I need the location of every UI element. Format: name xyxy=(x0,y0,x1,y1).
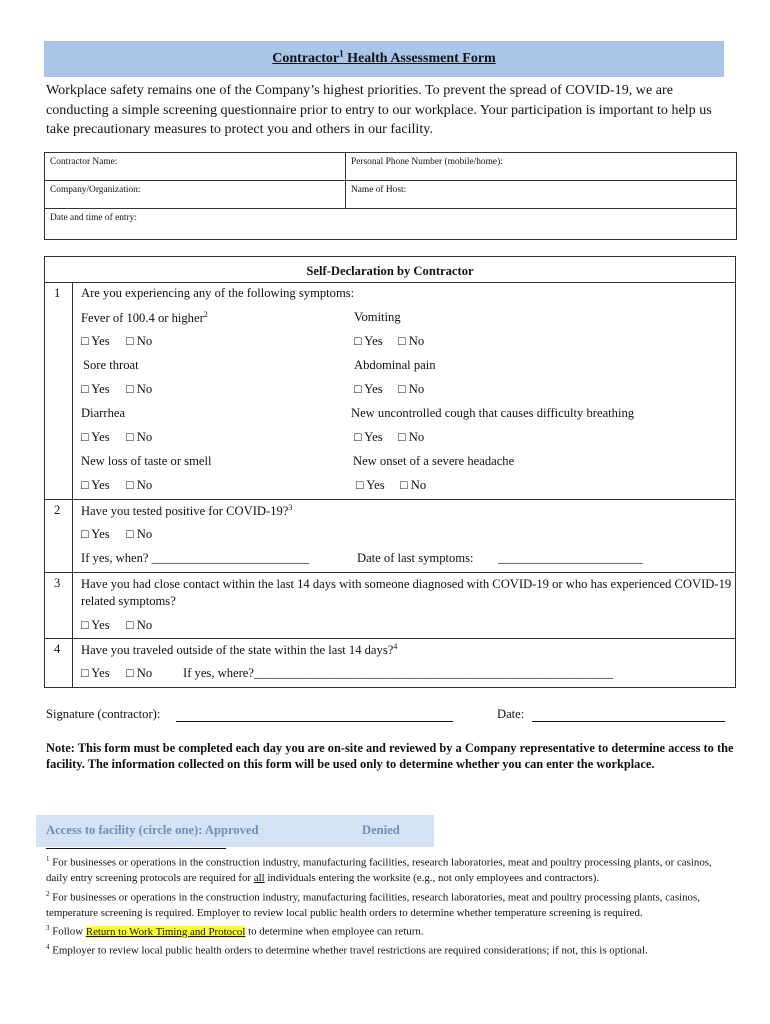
title-text-rest: Health Assessment Form xyxy=(343,51,496,66)
vomiting-no-checkbox[interactable]: □ No xyxy=(398,334,425,348)
question-1-text: Are you experiencing any of the following symptoms: xyxy=(81,286,355,300)
vomiting-label: Vomiting xyxy=(354,310,401,324)
note-paragraph: Note: This form must be completed each day you are on-site and reviewed by a Company representative to determine access to the facility. The information collected on this form will be used only to determine whether you can enter the workplace. xyxy=(46,741,734,771)
divider xyxy=(45,282,735,283)
tested-when-field[interactable]: If yes, when? _________________________ xyxy=(81,551,310,565)
diarrhea-no-checkbox[interactable]: □ No xyxy=(126,430,153,444)
contractor-name-label: Contractor Name: xyxy=(50,157,118,167)
footnote-1-text: For businesses or operations in the construction industry, manufacturing facilities, research laboratories, meat and poultry processing plants, or casinos, daily entry screening protocols are required for xyxy=(46,856,712,885)
contact-yes-checkbox[interactable]: □ Yes xyxy=(81,618,110,632)
cough-no-checkbox[interactable]: □ No xyxy=(398,430,425,444)
question-3-text: Have you had close contact within the last 14 days with someone diagnosed with COVID-19 or who has experienced COVID-19 related symptoms? xyxy=(81,577,732,608)
date-time-label: Date and time of entry: xyxy=(50,213,137,223)
sore-throat-no-checkbox[interactable]: □ No xyxy=(126,382,153,396)
question-4-label: Have you traveled outside of the state within the last 14 days? xyxy=(81,643,394,658)
access-label[interactable]: Access to facility (circle one): Approved xyxy=(46,823,259,837)
company-field[interactable] xyxy=(45,181,346,209)
date-time-field[interactable] xyxy=(45,209,737,240)
travel-yes-checkbox[interactable]: □ Yes xyxy=(81,666,110,680)
footnote-4-text: Employer to review local public health orders to determine whether travel restrictions are required considerations; if not, this is optional. xyxy=(49,945,648,957)
phone-field[interactable] xyxy=(346,153,737,181)
self-declaration-section xyxy=(44,256,736,688)
footnote-divider xyxy=(46,848,226,849)
headache-no-checkbox[interactable]: □ No xyxy=(400,478,427,492)
question-4-footnote-ref: 4 xyxy=(393,642,398,651)
divider xyxy=(45,638,735,639)
fever-yes-checkbox[interactable]: □ Yes xyxy=(81,334,110,348)
diarrhea-yes-checkbox[interactable]: □ Yes xyxy=(81,430,110,444)
divider xyxy=(45,572,735,573)
question-1-number: 1 xyxy=(54,286,61,300)
diarrhea-label: Diarrhea xyxy=(81,406,126,420)
number-column-divider xyxy=(72,282,73,687)
contractor-info-table xyxy=(44,152,737,240)
fever-label xyxy=(81,310,208,326)
footnote-3-text: Follow xyxy=(49,925,86,938)
sore-throat-label: Sore throat xyxy=(83,358,139,372)
phone-label: Personal Phone Number (mobile/home): xyxy=(351,157,503,167)
access-box xyxy=(36,815,434,847)
headache-label: New onset of a severe headache xyxy=(353,454,515,468)
footnote-3-text-end: to determine when employee can return. xyxy=(245,925,424,938)
tested-no-checkbox[interactable]: □ No xyxy=(126,527,153,541)
taste-smell-label: New loss of taste or smell xyxy=(81,454,212,468)
abdominal-pain-label: Abdominal pain xyxy=(354,358,436,372)
question-2-footnote-ref: 3 xyxy=(288,503,293,512)
question-3-number: 3 xyxy=(54,576,61,590)
footnote-1 xyxy=(46,852,730,887)
travel-no-checkbox[interactable]: □ No xyxy=(126,666,153,680)
footnote-2 xyxy=(46,887,730,922)
vomiting-yes-checkbox[interactable]: □ Yes xyxy=(354,334,383,348)
footnote-4-number: 4 xyxy=(46,943,50,952)
abdominal-no-checkbox[interactable]: □ No xyxy=(398,382,425,396)
tested-yes-checkbox[interactable]: □ Yes xyxy=(81,527,110,541)
footnote-1-emphasis: all xyxy=(253,872,265,885)
title-footnote-ref: 1 xyxy=(339,48,344,59)
last-symptoms-field[interactable]: _______________________ xyxy=(498,551,643,565)
footnote-3-number: 3 xyxy=(46,924,50,933)
host-field[interactable] xyxy=(346,181,737,209)
cough-label: New uncontrolled cough that causes difficulty breathing xyxy=(351,406,635,420)
abdominal-yes-checkbox[interactable]: □ Yes xyxy=(354,382,383,396)
divider xyxy=(45,499,735,500)
form-title xyxy=(44,41,724,77)
footnote-1-number: 1 xyxy=(46,855,50,863)
company-label: Company/Organization: xyxy=(50,185,141,195)
footnote-4 xyxy=(46,940,730,959)
contact-no-checkbox[interactable]: □ No xyxy=(126,618,153,632)
access-denied[interactable]: Denied xyxy=(362,823,400,837)
contractor-name-field[interactable] xyxy=(45,153,346,181)
taste-yes-checkbox[interactable]: □ Yes xyxy=(81,478,110,492)
host-label: Name of Host: xyxy=(351,185,407,195)
cough-yes-checkbox[interactable]: □ Yes xyxy=(354,430,383,444)
title-text: Contractor xyxy=(272,51,340,66)
fever-text: Fever of 100.4 or higher xyxy=(81,311,204,326)
fever-no-checkbox[interactable]: □ No xyxy=(126,334,153,348)
question-2-label: Have you tested positive for COVID-19? xyxy=(81,504,289,519)
footnotes xyxy=(46,852,730,960)
signature-label: Signature (contractor): xyxy=(46,707,161,721)
question-2-text xyxy=(81,503,292,519)
question-4-number: 4 xyxy=(54,642,61,656)
question-2-number: 2 xyxy=(54,503,61,517)
footnote-3 xyxy=(46,921,730,940)
return-to-work-link[interactable]: Return to Work Timing and Protocol xyxy=(85,925,246,938)
intro-paragraph: Workplace safety remains one of the Company’s highest priorities. To prevent the spread of COVID-19, we are conducting a simple screening questionnaire prior to entry to our workplace. Your participation is important to help us take precautionary measures to protect you and others in our facility. xyxy=(46,82,712,137)
self-declaration-header: Self-Declaration by Contractor xyxy=(306,264,474,278)
fever-footnote-ref: 2 xyxy=(203,310,208,319)
headache-yes-checkbox[interactable]: □ Yes xyxy=(356,478,385,492)
last-symptoms-label: Date of last symptoms: xyxy=(357,551,474,565)
footnote-2-number: 2 xyxy=(46,889,50,898)
footnote-1-text-end: individuals entering the worksite (e.g., not only employees and contractors). xyxy=(264,872,600,885)
travel-where-field[interactable]: If yes, where?_________________________________________________________ xyxy=(183,666,613,680)
footnote-2-text: For businesses or operations in the construction industry, manufacturing facilities, research laboratories, meat and poultry processing plants, casinos, temperature screening is required. Employer to review local public health orders to determine whether temperature screening is required. xyxy=(46,891,700,919)
date-field[interactable] xyxy=(532,705,725,722)
question-4-text xyxy=(81,642,397,658)
signature-field[interactable] xyxy=(176,705,453,722)
taste-no-checkbox[interactable]: □ No xyxy=(126,478,153,492)
sore-throat-yes-checkbox[interactable]: □ Yes xyxy=(81,382,110,396)
date-label: Date: xyxy=(497,707,525,721)
